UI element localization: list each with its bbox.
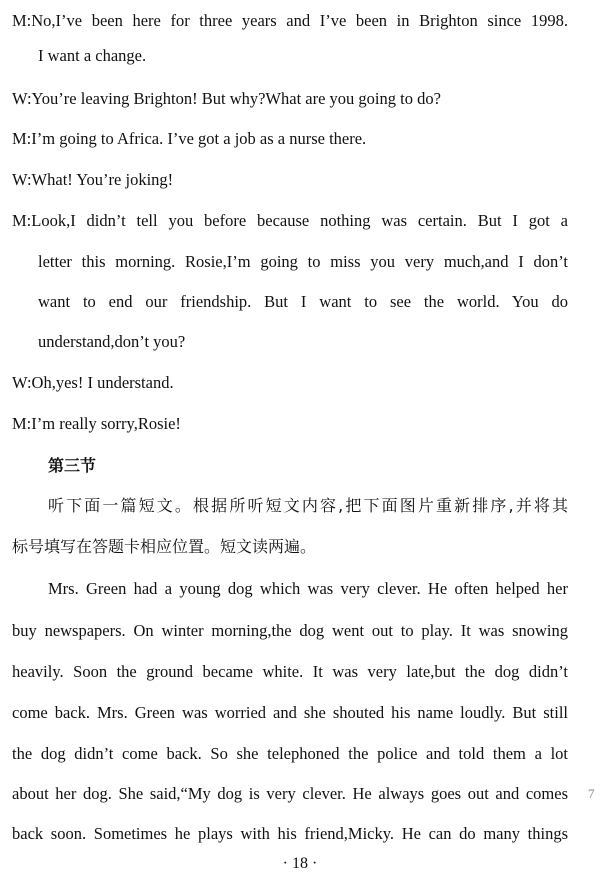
dialogue-line-2: I want a change.	[38, 46, 147, 65]
dialogue-line-9: understand,don’t you?	[38, 332, 186, 351]
instruction-line-2: 标号填写在答题卡相应位置。短文读两遍。	[12, 537, 317, 556]
dialogue-line-10: W:Oh,yes! I understand.	[12, 373, 174, 392]
dialogue-line-3: W:You’re leaving Brighton! But why?What are you going to do?	[12, 89, 441, 108]
passage-line-5: the dog didn’t come back. So she telephoned the police and told them a lot	[12, 744, 568, 763]
passage-line-6: about her dog. She said,“My dog is very clever. He always goes out and comes	[12, 784, 568, 803]
dialogue-line-5: W:What! You’re joking!	[12, 170, 174, 189]
page-number: · 18 ·	[282, 855, 318, 872]
dialogue-line-11: M:I’m really sorry,Rosie!	[12, 414, 181, 433]
instruction-line-1: 听下面一篇短文。根据所听短文内容,把下面图片重新排序,并将其	[48, 496, 568, 515]
dialogue-line-4: M:I’m going to Africa. I’ve got a job as a nurse there.	[12, 129, 367, 148]
dialogue-line-6: M:Look,I didn’t tell you before because nothing was certain. But I got a	[12, 211, 568, 230]
passage-line-7: back soon. Sometimes he plays with his friend,Micky. He can do many things	[12, 824, 568, 843]
passage-line-4: come back. Mrs. Green was worried and she shouted his name loudly. But still	[12, 703, 568, 722]
dialogue-line-7: letter this morning. Rosie,I’m going to miss you very much,and I don’t	[38, 252, 568, 271]
passage-line-1: Mrs. Green had a young dog which was very clever. He often helped her	[48, 579, 568, 598]
passage-line-3: heavily. Soon the ground became white. It was very late,but the dog didn’t	[12, 662, 568, 681]
dialogue-line-8: want to end our friendship. But I want to see the world. You do	[38, 292, 568, 311]
margin-mark: 7	[588, 786, 595, 801]
section-title: 第三节	[48, 456, 97, 475]
dialogue-line-1: M:No,I’ve been here for three years and I’ve been in Brighton since 1998.	[12, 11, 568, 30]
passage-line-2: buy newspapers. On winter morning,the dog went out to play. It was snowing	[12, 621, 568, 640]
